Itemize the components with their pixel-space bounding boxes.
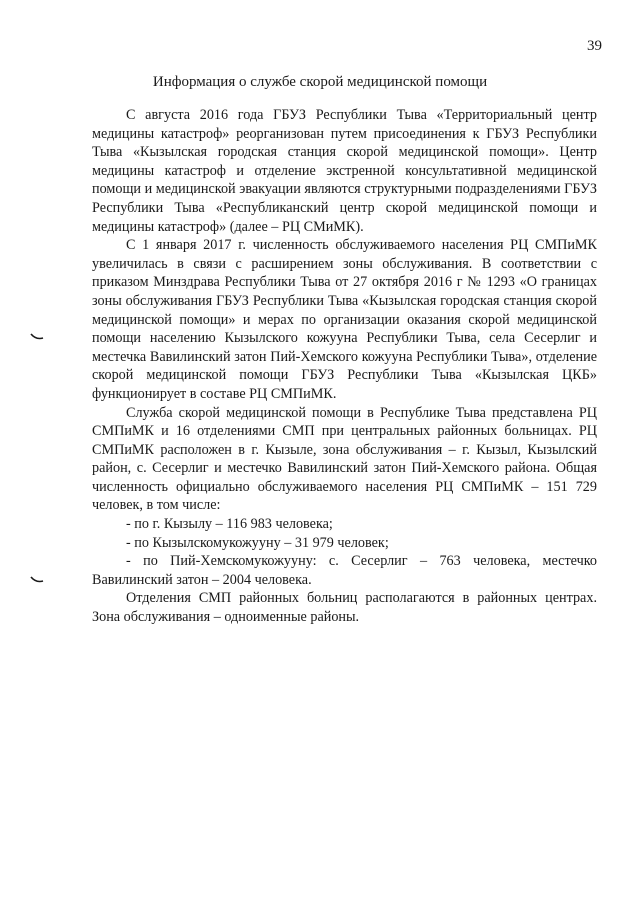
list-item-kyzyl: - по г. Кызылу – 116 983 человека;: [126, 516, 333, 533]
document-body: [92, 106, 597, 627]
paragraph-service-zone: С 1 января 2017 г. численность обслуживаемого населения РЦ СМПиМК увеличилась в связи с расширением зоны обслуживания. В соответствии с приказом Минздрава Республики Тыва от 27 октября 2016 г № 1293 «О границах зоны обслуживания ГБУЗ Республики Тыва «Кызылская городская станция скорой медицинской помощи» и мерах по организации оказания скорой медицинской помощи населению Кызылского кожууна Республики Тыва, села Сесерлиг и местечка Вавилинский затон Пий-Хемского кожууна Республики Тыва», отделение скорой медицинской помощи ГБУЗ Республики Тыва «Кызылская ЦКБ» функционирует в составе РЦ СМПиМК.: [92, 237, 597, 402]
binder-mark-lower: [30, 576, 44, 584]
list-item-kyzyl-kozhuun: - по Кызылскомукожууну – 31 979 человек;: [126, 534, 389, 551]
list-item-piy-khem: - по Пий-Хемскомукожууну: с. Сесерлиг – 763 человека, местечко Вавилинский затон – 2004 человека.: [92, 553, 597, 588]
document-title: Информация о службе скорой медицинской помощи: [152, 74, 488, 90]
page-number: 39: [587, 38, 602, 54]
binder-mark-upper: [30, 333, 44, 341]
paragraph-service-structure: Служба скорой медицинской помощи в Республике Тыва представлена РЦ СМПиМК и 16 отделениями СМП при центральных районных больницах. РЦ СМПиМК расположен в г. Кызыле, зона обслуживания – г. Кызыл, Кызылский район, с. Сесерлиг и местечко Вавилинский затон Пий-Хемского района. Общая численность официально обслуживаемого населения РЦ СМПиМК – 151 729 человек, в том числе:: [92, 404, 597, 514]
paragraph-reorganization: С августа 2016 года ГБУЗ Республики Тыва «Территориальный центр медицины катастроф» реорганизован путем присоединения к ГБУЗ Республики Тыва «Кызылская городская станция скорой медицинской помощи». Центр медицины катастроф и отделение экстренной консультативной медицинской помощи и медицинской эвакуации являются структурными подразделениями ГБУЗ Республики Тыва «Республиканский центр скорой медицинской помощи и медицины катастроф» (далее – РЦ СМиМК).: [92, 107, 597, 235]
paragraph-district-departments: Отделения СМП районных больниц располагаются в районных центрах. Зона обслуживания – одноименные районы.: [92, 590, 597, 626]
